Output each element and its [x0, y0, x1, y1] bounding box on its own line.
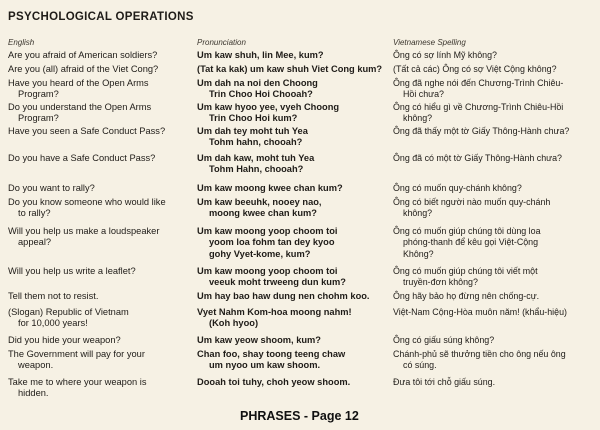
pronunciation-phrase-line: (Koh hyoo): [209, 318, 259, 329]
vietnamese-phrase-line: Ông hãy bảo họ đừng nên chống-cự.: [393, 291, 540, 301]
pronunciation-phrase-line: Chan foo, shay toong teeng chaw: [197, 349, 346, 359]
english-phrase: [8, 335, 121, 346]
pronunciation-phrase-line: veeuk moht trweeng dun kum?: [209, 277, 346, 288]
pronunciation-phrase-line: Dooah toi tuhy, choh yeow shoom.: [197, 377, 351, 387]
english-phrase-line: appeal?: [18, 237, 52, 248]
english-phrase-line: Do you understand the Open Arms: [8, 102, 152, 112]
english-phrase-line: Do you know someone who would like: [8, 197, 166, 207]
english-phrase-line: Do you want to rally?: [8, 183, 95, 193]
vietnamese-phrase-line: Hồi chưa?: [403, 89, 444, 100]
vietnamese-phrase: [393, 377, 495, 388]
pronunciation-phrase-line: Um dah tey moht tuh Yea: [197, 126, 308, 136]
vietnamese-phrase-line: phóng-thanh để kêu gọi Việt-Cộng: [403, 237, 539, 248]
vietnamese-phrase-line: Ông có biết người nào muốn quy-chánh: [393, 197, 551, 207]
pronunciation-phrase-line: Um kaw hyoo yee, vyeh Choong: [197, 102, 340, 112]
vietnamese-phrase-line: Ông đã thấy một tờ Giấy Thông-Hành chưa?: [393, 126, 570, 136]
english-phrase-line: weapon.: [18, 360, 54, 371]
english-phrase: [8, 291, 98, 302]
vietnamese-phrase: [393, 78, 563, 101]
pronunciation-phrase: [197, 266, 346, 289]
english-phrase: [8, 377, 147, 400]
english-phrase: [8, 64, 158, 75]
vietnamese-phrase-line: Việt-Nam Cộng-Hòa muôn năm! (khẩu-hiệu): [393, 307, 567, 317]
english-phrase-line: Do you have a Safe Conduct Pass?: [8, 153, 156, 163]
pronunciation-phrase: [197, 377, 350, 388]
english-phrase-line: Tell them not to resist.: [8, 291, 99, 301]
english-phrase-line: to rally?: [18, 208, 51, 219]
vietnamese-phrase-line: có súng.: [403, 360, 437, 371]
page-footer: PHRASES - Page 12: [240, 409, 359, 423]
pronunciation-phrase-line: Trin Choo Hoi Chooah?: [209, 89, 313, 100]
pronunciation-phrase-line: Um kaw beeuhk, nooey nao,: [197, 197, 322, 207]
vietnamese-phrase-line: Ông có muốn quy-chánh không?: [393, 183, 522, 193]
pronunciation-phrase-line: Um kaw moong yoop choom toi: [197, 226, 338, 236]
vietnamese-phrase-line: (Tất cả các) Ông có sợ Việt Cộng không?: [393, 64, 557, 74]
vietnamese-phrase: [393, 291, 539, 302]
english-phrase: [8, 183, 95, 194]
english-phrase: [8, 226, 159, 249]
pronunciation-phrase: [197, 153, 314, 176]
vietnamese-phrase-line: Ông có hiểu gì về Chương-Trình Chiêu-Hồi: [393, 102, 564, 112]
english-phrase-line: Program?: [18, 89, 59, 100]
vietnamese-phrase: [393, 307, 567, 318]
vietnamese-phrase-line: Ông đã nghe nói đến Chương-Trình Chiêu-: [393, 78, 564, 88]
vietnamese-phrase: [393, 64, 557, 75]
english-phrase: [8, 102, 151, 125]
english-phrase: [8, 78, 149, 101]
vietnamese-phrase-line: Ông có sợ lính Mỹ không?: [393, 50, 497, 60]
english-phrase: [8, 266, 136, 277]
vietnamese-phrase-line: Ông có muốn giúp chúng tôi viết một: [393, 266, 538, 276]
english-phrase: [8, 349, 145, 372]
pronunciation-phrase-line: Um kaw yeow shoom, kum?: [197, 335, 321, 345]
pronunciation-phrase: [197, 291, 370, 302]
pronunciation-phrase: [197, 226, 338, 260]
english-phrase: [8, 197, 166, 220]
english-phrase-line: Will you help us write a leaflet?: [8, 266, 136, 276]
pronunciation-phrase-line: Um dah kaw, moht tuh Yea: [197, 153, 315, 163]
pronunciation-phrase-line: Um kaw shuh, lin Mee, kum?: [197, 50, 324, 60]
english-phrase: [8, 50, 157, 61]
pronunciation-phrase-line: Um hay bao haw dung nen chohm koo.: [197, 291, 370, 301]
pronunciation-phrase-line: moong kwee chan kum?: [209, 208, 317, 219]
column-header-english: English: [8, 38, 35, 47]
pronunciation-phrase: [197, 183, 343, 194]
pronunciation-phrase: [197, 64, 382, 75]
pronunciation-phrase-line: Vyet Nahm Kom-hoa moong nahm!: [197, 307, 352, 317]
vietnamese-phrase-line: không?: [403, 113, 433, 124]
vietnamese-phrase-line: Ông có giấu súng không?: [393, 335, 495, 345]
pronunciation-phrase: [197, 197, 322, 220]
english-phrase: [8, 153, 155, 164]
english-phrase: [8, 126, 165, 137]
english-phrase-line: Take me to where your weapon is: [8, 377, 147, 387]
vietnamese-phrase-line: truyền-đơn không?: [403, 277, 478, 288]
pronunciation-phrase-line: Um kaw moong yoop choom toi: [197, 266, 338, 276]
vietnamese-phrase-line: Chánh-phủ sẽ thưởng tiền cho ông nếu ông: [393, 349, 566, 359]
english-phrase-line: (Slogan) Republic of Vietnam: [8, 307, 129, 317]
pronunciation-phrase: [197, 307, 352, 330]
pronunciation-phrase-line: Tohm Hahn, chooah?: [209, 164, 304, 175]
vietnamese-phrase: [393, 335, 494, 346]
pronunciation-phrase-line: Trin Choo Hoi kum?: [209, 113, 298, 124]
vietnamese-phrase: [393, 266, 538, 289]
vietnamese-phrase-line: Không?: [403, 248, 434, 259]
vietnamese-phrase: [393, 183, 522, 194]
pronunciation-phrase-line: Tohm hahn, chooah?: [209, 137, 303, 148]
english-phrase-line: for 10,000 years!: [18, 318, 88, 329]
vietnamese-phrase-line: Ông đã có một tờ Giấy Thông-Hành chưa?: [393, 153, 562, 163]
pronunciation-phrase: [197, 335, 321, 346]
column-header-vietnamese: Vietnamese Spelling: [393, 38, 466, 47]
pronunciation-phrase-line: um nyoo um kaw shoom.: [209, 360, 321, 371]
english-phrase-line: Did you hide your weapon?: [8, 335, 121, 345]
pronunciation-phrase: [197, 102, 339, 125]
vietnamese-phrase: [393, 349, 566, 372]
english-phrase-line: hidden.: [18, 388, 49, 399]
english-phrase-line: Have you seen a Safe Conduct Pass?: [8, 126, 166, 136]
vietnamese-phrase: [393, 226, 541, 260]
english-phrase-line: The Government will pay for your: [8, 349, 145, 359]
english-phrase-line: Are you afraid of American soldiers?: [8, 50, 158, 60]
vietnamese-phrase-line: không?: [403, 208, 433, 219]
vietnamese-phrase: [393, 50, 497, 61]
pronunciation-phrase-line: (Tat ka kak) um kaw shuh Viet Cong kum?: [197, 64, 383, 74]
pronunciation-phrase: [197, 126, 308, 149]
pronunciation-phrase-line: gohy Vyet-kome, kum?: [209, 248, 311, 259]
vietnamese-phrase: [393, 126, 569, 137]
pronunciation-phrase-line: Um dah na noi den Choong: [197, 78, 318, 88]
english-phrase: [8, 307, 129, 330]
pronunciation-phrase: [197, 50, 324, 61]
english-phrase-line: Will you help us make a loudspeaker: [8, 226, 160, 236]
column-header-pronunciation: Pronunciation: [197, 38, 246, 47]
vietnamese-phrase: [393, 102, 563, 125]
pronunciation-phrase: [197, 349, 345, 372]
pronunciation-phrase-line: yoom loa fohm tan dey kyoo: [209, 237, 335, 248]
english-phrase-line: Are you (all) afraid of the Viet Cong?: [8, 64, 159, 74]
vietnamese-phrase: [393, 153, 562, 164]
page-title: PSYCHOLOGICAL OPERATIONS: [8, 11, 194, 23]
english-phrase-line: Have you heard of the Open Arms: [8, 78, 149, 88]
vietnamese-phrase: [393, 197, 550, 220]
pronunciation-phrase-line: Um kaw moong kwee chan kum?: [197, 183, 343, 193]
pronunciation-phrase: [197, 78, 318, 101]
vietnamese-phrase-line: Ông có muốn giúp chúng tôi dùng loa: [393, 226, 541, 236]
english-phrase-line: Program?: [18, 113, 59, 124]
vietnamese-phrase-line: Đưa tôi tới chỗ giấu súng.: [393, 377, 496, 387]
